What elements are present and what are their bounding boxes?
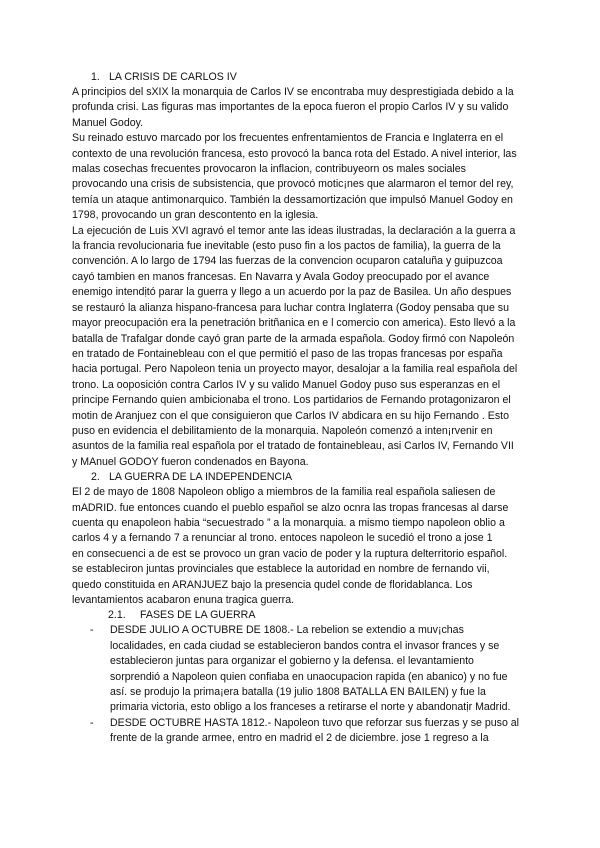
- section-1-title: LA CRISIS DE CARLOS IV: [109, 71, 237, 83]
- subsection-2-1-title: FASES DE LA GUERRA: [140, 609, 256, 622]
- subsection-2-1-heading: [108, 608, 520, 623]
- bullet-dash: -: [90, 716, 94, 729]
- list-item: [90, 623, 520, 715]
- bullet-dash: -: [90, 624, 94, 637]
- section-1-heading: [91, 70, 520, 84]
- subsection-2-1-number: 2.1.: [108, 609, 126, 622]
- section-2-number: 2.: [91, 471, 100, 484]
- section-1-paragraph-3: La ejecución de Luis XVI agravó el temor ante las ideas ilustradas, la declaración a la guerra a la francia revolucionaria fue inevitable (esto puso fin a los pactos de familia), la guerra de la convención. A lo largo de 1794 las fuerzas de la convencion ocuparon cataluña y guipuzcoa cayó tambien en manos francesas. En Navarra y Avala Godoy preocupado por el avance enemigo intendịtó parar la guerra y llego a un acuerdo por la paz de Basilea. Un año despues se restauró la alianza hispano-francesa para luchar contra Inglaterra (Godoy pensaba que su mayor preocupación era la penetración britñanica en e l comercio con america). Esto llevó a la batalla de Trafalgar donde cayó gran parte de la armada española. Godoy firmó con Napoleón en tratado de Fontainebleau con el que permitió el paso de las tropas francesas por españa hacia portugal. Pero Napoleon tenia un proyecto mayor, desalojar a la familia real española del trono. La ooposición contra Carlos IV y su valido Manuel Godoy puso sus esperanzas en el principe Fernando quien ambicionaba el trono. Los partidarios de Fernando protagonizaron el motin de Aranjuez con el que consiguieron que Carlos IV abdicara en su hijo Fernando . Esto puso en evidencia el debilitamiento de la monarquia. Napoleón comenzó a inten¡rvenir en asuntos de la familia real española por el tratado de fontainebleau, asi Carlos IV, Fernando VII y MAnuel GODOY fueron condenados en Bayona.: [72, 224, 518, 468]
- list-item: [90, 716, 520, 747]
- section-2-title: LA GUERRA DE LA INDEPENDENCIA: [109, 471, 293, 484]
- section-2-heading: [91, 470, 520, 485]
- section-2-paragraph-1: El 2 de mayo de 1808 Napoleon obligo a miembros de la familia real española saliesen de mADRID. fue entonces cuando el pueblo español se alzo ocnra las tropas francesas al darse cuenta qu enapoleon habia “secuestrado ” a la monarquia. a mismo tiempo napoleon oblio a carlos 4 y a fernando 7 a renunciar al trono. entoces napoleon le sucedió el trono a jose 1: [72, 486, 509, 545]
- section-1-paragraph-2: Su reinado estuvo marcado por los frecuentes enfrentamientos de Francia e Inglaterra en el contexto de una revolución francesa, esto provocó la banca rota del Estado. A nivel interior, las malas cosechas frecuentes provocaron la inflacion, contribuyeorn os males sociales provocando una crisis de subsistencia, que provocó motic¡nes que alarmaron el temor del rey, temía un ataque antimonarquico. También la dessamortización que impulsó Manuel Godoy en 1798, provocando un gran descontento en la iglesia.: [72, 132, 517, 222]
- section-1-number: 1.: [91, 71, 100, 83]
- bullet-text: DESDE OCTUBRE HASTA 1812.- Napoleon tuvo que reforzar sus fuerzas y se puso al frente de la grande armee, entro en madrid el 2 de diciembre. jose 1 regreso a la: [110, 716, 520, 745]
- section-1-paragraph-1: A principios del sXIX la monarquia de Carlos IV se encontraba muy desprestigiada debido a la profunda crisi. Las figuras mas importantes de la epoca fueron el propio Carlos IV y su valido Manuel Godoy.: [72, 86, 514, 129]
- section-2-paragraph-2: en consecuenci a de est se provoco un gran vacio de poder y la ruptura delterritorio español. se estableciron juntas provinciales que establece la autoridad en nombre de fernando vii, quedo constituida en ARANJUEZ bajo la presencia qudel conde de floridablanca. Los levantamientos acabaron enuna tragica guerra.: [72, 547, 508, 606]
- bullet-text: DESDE JULIO A OCTUBRE DE 1808.- La rebelion se extendio a muv¡chas localidades, en cada ciudad se establecieron bandos contra el invasor frances y se establecieron juntas para organizar el gobierno y la defensa. el levantamiento sorprendió a Napoleon quien confiaba en unaocupacion rapida (en abanico) y no fue así. se produjo la prima¡era batalla (19 julio 1808 BATALLA EN BAILEN) y fue la primaria victoria, esto obligo a los franceses a retirarse el norte y abandonatịr Madrid.: [110, 624, 511, 714]
